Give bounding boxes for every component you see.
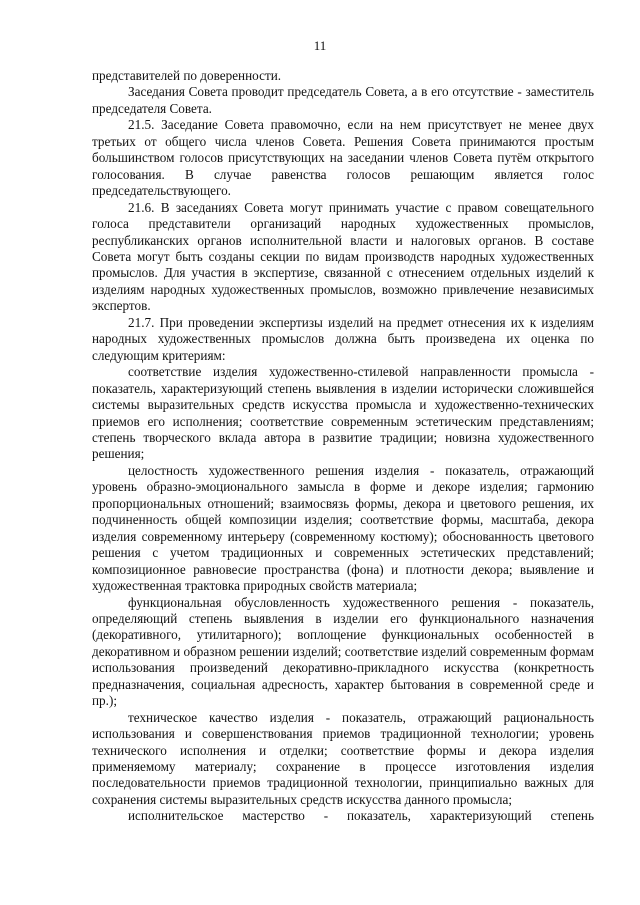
paragraph: Заседания Совета проводит председатель Совета, а в его отсутствие - заместитель председателя Совета. <box>92 84 594 116</box>
paragraph: соответствие изделия художественно-стилевой направленности промысла - показатель, характеризующий степень выявления в изделии исторически сложившейся системы выразительных средств искусства промысла и художественно-технических приемов его исполнения; соответствие современным эстетическим представлениям; степень творческого вклада автора в развитие традиции; новизна художественного решения; <box>92 364 594 462</box>
paragraph: техническое качество изделия - показатель, отражающий рациональность использования и совершенствования приемов традиционной технологии; уровень технического исполнения и отделки; соответствие формы и декора изделия применяемому материалу; сохранение в процессе изготовления изделия последовательности приемов традиционной технологии, принципиально важных для сохранения системы выразительных средств искусства данного промысла; <box>92 709 594 807</box>
paragraph: 21.7. При проведении экспертизы изделий на предмет отнесения их к изделиям народных художественных промыслов должна быть произведена их оценка по следующим критериям: <box>92 314 594 363</box>
page-number: 11 <box>313 38 327 53</box>
paragraph: 21.6. В заседаниях Совета могут принимать участие с правом совещательного голоса представители организаций народных художественных промыслов, республиканских органов исполнительной власти и налоговых органов. В составе Совета могут быть созданы секции по видам производств народных художественных промыслов. Для участия в экспертизе, связанной с отнесением отдельных изделий к изделиям народных художественных промыслов, возможно привлечение независимых экспертов. <box>92 199 594 314</box>
paragraph: 21.5. Заседание Совета правомочно, если на нем присутствует не менее двух третьих от общего числа членов Совета. Решения Совета принимаются простым большинством голосов присутствующих на заседании членов Совета путём открытого голосования. В случае равенства голосов решающим является голос председательствующего. <box>92 117 594 199</box>
paragraph: исполнительское мастерство - показатель, характеризующий степень <box>128 808 594 824</box>
body-text <box>92 68 594 825</box>
paragraph: функциональная обусловленность художественного решения - показатель, определяющий степень выявления в изделии его функционального назначения (декоративного, утилитарного); воплощение функциональных особенностей в декоративном и образном решении изделий; соответствие изделий современным формам использования произведений декоративно-прикладного искусства (конкретность предназначения, социальная адресность, характер бытования в современной среде и пр.); <box>92 594 594 709</box>
paragraph: целостность художественного решения изделия - показатель, отражающий уровень образно-эмоционального замысла в форме и декоре изделия; гармонию пропорциональных отношений; взаимосвязь формы, декора и цветового решения, их подчиненность общей композиции изделия; соответствие формы, масштаба, декора изделия современному интерьеру (современному костюму); обоснованность цветового решения с учетом традиционных и современных эстетических представлений; композиционное равновесие пространства (фона) и плотности декора; выявление и художественная трактовка природных свойств материала; <box>92 462 594 594</box>
paragraph: представителей по доверенности. <box>92 68 282 83</box>
